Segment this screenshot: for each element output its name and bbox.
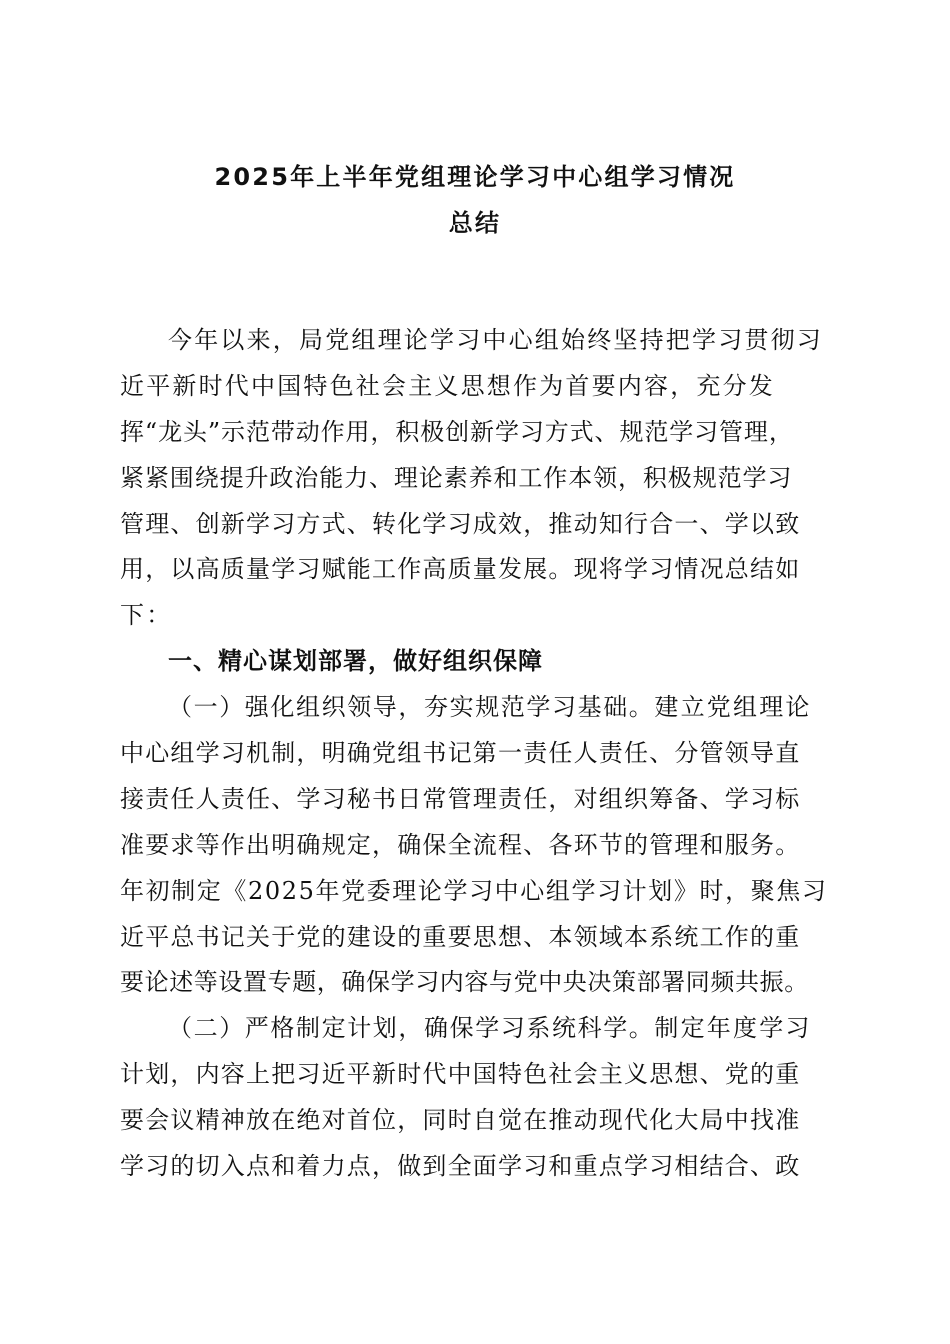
subsection-2-paragraph: [120, 1006, 832, 1190]
subsection-1-line: 要论述等设置专题，确保学习内容与党中央决策部署同频共振。: [120, 968, 809, 997]
intro-line: 挥“龙头”示范带动作用，积极创新学习方式、规范学习管理，: [120, 417, 794, 446]
subsection-1-line: 中心组学习机制，明确党组书记第一责任人责任、分管领导直: [120, 739, 801, 768]
subsection-1-first-line: [120, 685, 832, 731]
subsection-1-line: 接责任人责任、学习秘书日常管理责任，对组织筹备、学习标: [120, 784, 801, 813]
subsection-2-line: 学习的切入点和着力点，做到全面学习和重点学习相结合、政: [120, 1152, 801, 1181]
intro-line: 管理、创新学习方式、转化学习成效，推动知行合一、学以致: [120, 509, 801, 538]
subsection-1-first-line-text: 建立党组理论: [654, 693, 812, 722]
subsection-1-line: 年初制定《2025年党委理论学习中心组学习计划》时，聚焦习: [120, 876, 828, 905]
subsection-1-heading: （一）强化组织领导，夯实规范学习基础。: [168, 693, 655, 722]
subsection-2-first-line-text: 制定年度学习: [654, 1014, 812, 1043]
intro-line: 用，以高质量学习赋能工作高质量发展。现将学习情况总结如: [120, 555, 801, 584]
subsection-1-line: 近平总书记关于党的建设的重要思想、本领域本系统工作的重: [120, 922, 801, 951]
subsection-2-first-line: [120, 1006, 832, 1052]
subsection-1-paragraph: [120, 685, 832, 1006]
intro-line: 今年以来，局党组理论学习中心组始终坚持把学习贯彻习: [168, 326, 823, 354]
intro-line: 紧紧围绕提升政治能力、理论素养和工作本领，积极规范学习: [120, 463, 793, 492]
intro-line: 下：: [120, 601, 173, 630]
subsection-2-heading: （二）严格制定计划，确保学习系统科学。: [168, 1014, 655, 1043]
title-line-2: 总结: [448, 208, 502, 237]
subsection-2-line: 要会议精神放在绝对首位，同时自觉在推动现代化大局中找准: [120, 1106, 801, 1135]
title-line-1: 2025年上半年党组理论学习中心组学习情况: [214, 163, 736, 191]
section-heading-1: 一、精心谋划部署，做好组织保障: [168, 647, 543, 676]
subsection-1-line: 准要求等作出明确规定，确保全流程、各环节的管理和服务。: [120, 830, 801, 859]
subsection-2-line: 计划，内容上把习近平新时代中国特色社会主义思想、党的重: [120, 1060, 801, 1089]
intro-line: 近平新时代中国特色社会主义思想作为首要内容，充分发: [120, 371, 775, 400]
document-body: [120, 318, 832, 1190]
document-title: [120, 155, 830, 247]
intro-paragraph: [120, 318, 832, 639]
